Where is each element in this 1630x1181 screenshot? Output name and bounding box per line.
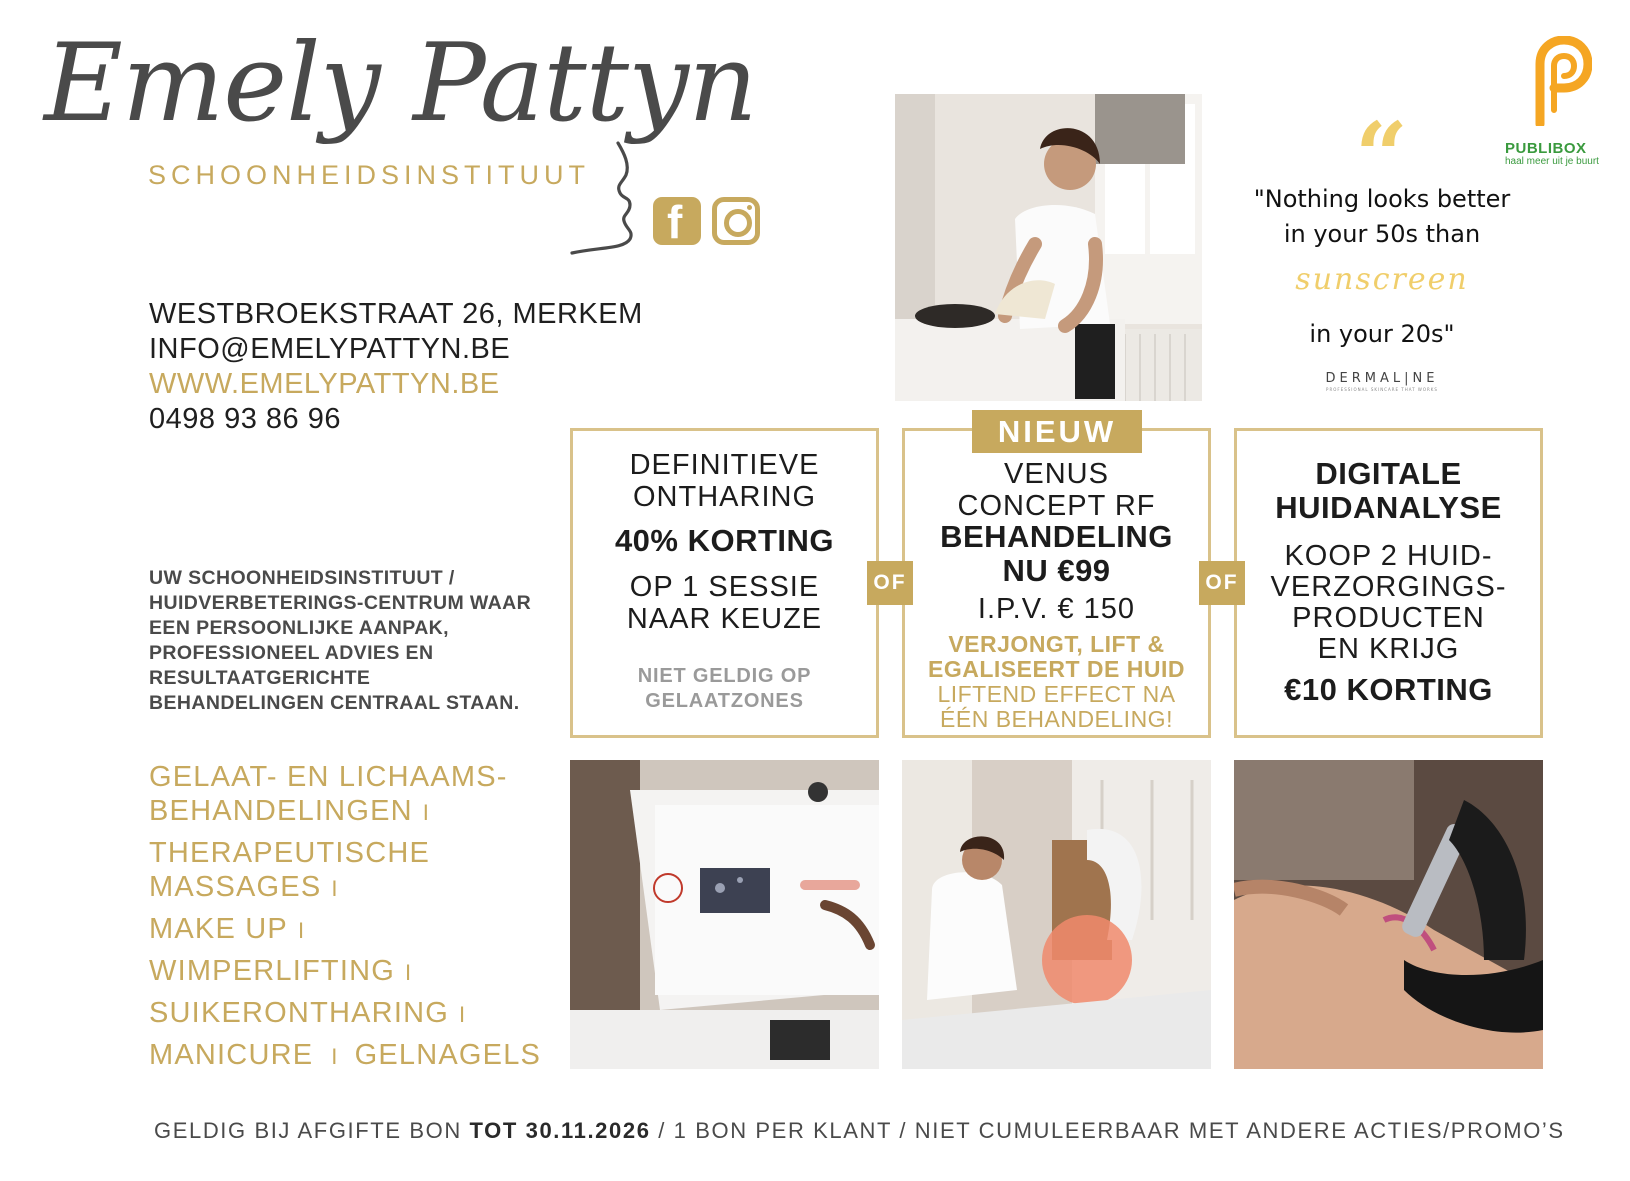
instagram-icon[interactable] — [712, 197, 760, 245]
address: WESTBROEKSTRAAT 26, MERKEM — [149, 298, 643, 330]
publibox-logo-icon — [1532, 36, 1592, 126]
quote-highlight: sunscreen — [1295, 262, 1469, 297]
offer-benefit: ÉÉN BEHANDELING! — [940, 706, 1173, 732]
treatment-label: WIMPERLIFTING — [149, 955, 395, 987]
dermaline-logo: DERMAL|NE — [1325, 371, 1439, 386]
offer-title: BEHANDELING — [940, 519, 1173, 554]
treatment-label: MANICURE — [149, 1039, 314, 1071]
offer-line: CONCEPT RF — [957, 490, 1156, 522]
footer-text: / 1 BON PER KLANT / NIET CUMULEERBAAR MET ANDERE ACTIES/PROMO’S — [650, 1118, 1565, 1143]
treatment-label: GELAAT- EN LICHAAMS- — [149, 761, 508, 793]
separator: I — [405, 960, 413, 985]
treatment-label: SUIKERONTHARING — [149, 997, 449, 1029]
offer-old-price: I.P.V. € 150 — [977, 593, 1136, 625]
treatment-item — [149, 1038, 541, 1074]
photo-microneedling — [1234, 760, 1543, 1069]
treatment-label: THERAPEUTISCHE — [149, 837, 431, 869]
offer-line: PRODUCTEN — [1292, 602, 1485, 634]
offer-title: DIGITALE — [1315, 456, 1462, 491]
publibox-tagline: haal meer uit je buurt — [1505, 156, 1599, 167]
offer-benefit: EGALISEERT DE HUID — [928, 656, 1185, 682]
separator: I — [297, 918, 306, 943]
treatment-item — [149, 870, 339, 906]
offer-note: GELAATZONES — [645, 690, 804, 712]
treatment-label: MASSAGES — [149, 871, 322, 903]
photo-therapist-treatment — [895, 94, 1202, 401]
treatment-item — [149, 912, 305, 948]
treatment-item — [149, 954, 412, 990]
offer-line: NAAR KEUZE — [626, 603, 823, 635]
treatment-item — [149, 996, 466, 1032]
offer-line: ONTHARING — [633, 481, 816, 513]
treatment-item — [149, 794, 430, 830]
offer-card-huidanalyse — [1234, 428, 1543, 738]
instagram-dot — [747, 205, 752, 210]
facebook-icon[interactable] — [653, 196, 701, 248]
offer-note: NIET GELDIG OP — [637, 665, 812, 687]
footer-text: GELDIG BIJ AFGIFTE BON — [154, 1118, 470, 1143]
offer-line: OP 1 SESSIE — [629, 571, 820, 603]
treatment-item — [149, 760, 508, 794]
footer-terms — [154, 1118, 1565, 1144]
offer-card-ontharing — [570, 428, 879, 738]
separator: I — [458, 1002, 467, 1027]
offer-line: VERZORGINGS- — [1270, 571, 1507, 603]
offer-line: KOOP 2 HUID- — [1284, 540, 1493, 572]
treatment-label: BEHANDELINGEN — [149, 795, 413, 827]
intro-text: UW SCHOONHEIDSINSTITUUT / HUIDVERBETERINGS-CENTRUM WAAR EEN PERSOONLIJKE AANPAK, PROFESSIONEEL ADVIES EN RESULTAATGERICHTE BEHANDELINGEN CENTRAAL STAAN. — [149, 567, 532, 714]
website-link[interactable]: WWW.EMELYPATTYN.BE — [149, 368, 500, 400]
new-badge: NIEUW — [972, 410, 1142, 453]
separator: I — [331, 876, 339, 901]
brand-subtitle: SCHOONHEIDSINSTITUUT — [148, 160, 591, 190]
quote-mark-icon: “ — [1355, 102, 1408, 210]
offer-benefit: VERJONGT, LIFT & — [948, 631, 1165, 657]
offer-benefit: LIFTEND EFFECT NA — [937, 681, 1176, 707]
offer-line: DEFINITIEVE — [629, 449, 820, 481]
treatment-label: MAKE UP — [149, 913, 288, 945]
brand-logo-script: Emely Pattyn — [44, 21, 757, 146]
offer-title: HUIDANALYSE — [1275, 490, 1502, 525]
phone-number[interactable]: 0498 93 86 96 — [149, 403, 341, 435]
dermaline-tagline: PROFESSIONAL SKINCARE THAT WORKS — [1326, 387, 1438, 392]
treatment-item — [149, 836, 430, 870]
or-badge: OF — [867, 561, 913, 605]
quote-line-3: in your 20s" — [1309, 320, 1455, 348]
separator: I — [422, 800, 431, 825]
email-link[interactable]: INFO@EMELYPATTYN.BE — [149, 333, 511, 365]
treatment-label: GELNAGELS — [354, 1039, 542, 1071]
offer-price: NU €99 — [1002, 553, 1111, 588]
facebook-f-glyph: f — [667, 196, 683, 248]
instagram-lens — [724, 209, 752, 237]
offer-line: VENUS — [1004, 458, 1109, 490]
offer-line: EN KRIJG — [1317, 633, 1460, 665]
photo-led-treatment — [902, 760, 1211, 1069]
photo-skin-analysis-screen — [570, 760, 879, 1069]
publibox-name: PUBLIBOX — [1505, 140, 1587, 157]
offer-discount: €10 KORTING — [1284, 672, 1493, 707]
offer-discount: 40% KORTING — [614, 523, 835, 558]
or-badge: OF — [1199, 561, 1245, 605]
separator: I — [331, 1044, 339, 1069]
quote-line-2: in your 50s than — [1283, 220, 1481, 248]
offer-card-venus — [902, 428, 1211, 738]
footer-valid-date: TOT 30.11.2026 — [469, 1118, 651, 1143]
quote-line-1: "Nothing looks better — [1253, 185, 1511, 213]
